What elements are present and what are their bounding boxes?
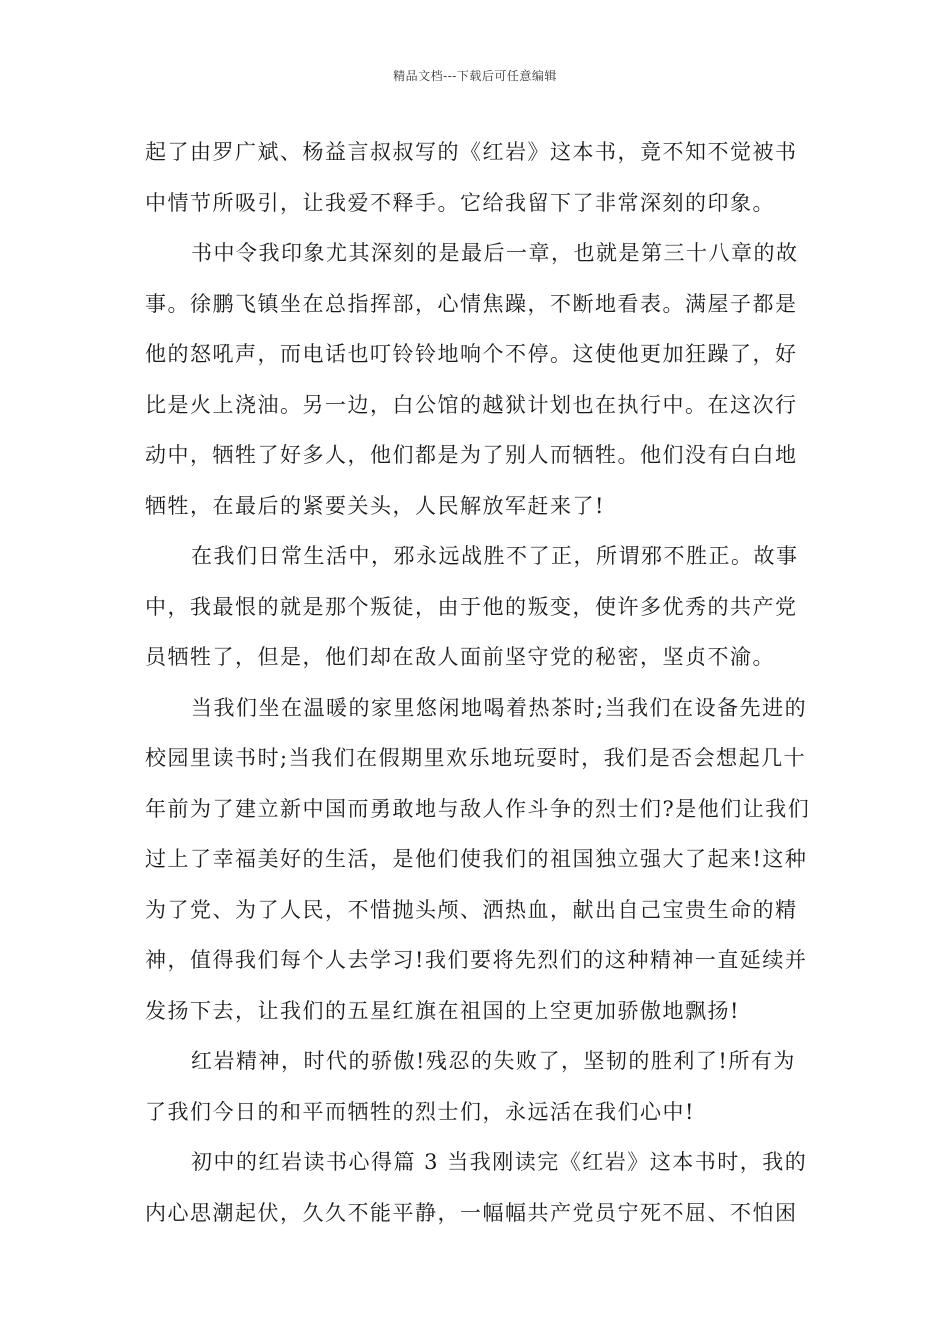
text-line: 事。徐鹏飞镇坐在总指挥部，心情焦躁，不断地看表。满屋子都是 xyxy=(145,291,798,316)
document-body xyxy=(145,127,810,1238)
text-line: 年前为了建立新中国而勇敢地与敌人作斗争的烈士们?是他们让我们 xyxy=(145,796,811,821)
paragraph xyxy=(145,127,810,228)
text-line: 中情节所吸引，让我爱不释手。它给我留下了非常深刻的印象。 xyxy=(145,190,775,215)
text-line: 他的怒吼声，而电话也叮铃铃地响个不停。这使他更加狂躁了，好 xyxy=(145,342,798,366)
text-line: 发扬下去，让我们的五星红旗在祖国的上空更加骄傲地飘扬! xyxy=(145,998,740,1023)
text-line: 书中令我印象尤其深刻的是最后一章，也就是第三十八章的故 xyxy=(191,241,799,265)
text-line: 为了党、为了人民，不惜抛头颅、洒热血，献出自己宝贵生命的精 xyxy=(145,897,798,922)
paragraph xyxy=(145,531,810,683)
text-line: 初中的红岩读书心得篇 3 当我刚读完《红岩》这本书时，我的 xyxy=(191,1150,808,1174)
text-line: 在我们日常生活中，邪永远战胜不了正，所谓邪不胜正。故事 xyxy=(191,544,799,568)
page-header: 精品文档---下载后可任意编辑 xyxy=(393,69,557,83)
text-line: 比是火上浇油。另一边，白公馆的越狱计划也在执行中。在这次行 xyxy=(145,392,798,417)
text-line: 神，值得我们每个人去学习!我们要将先烈们的这种精神一直延续并 xyxy=(145,948,808,972)
paragraph xyxy=(145,228,810,531)
text-line: 校园里读书时;当我们在假期里欢乐地玩耍时，我们是否会想起几十 xyxy=(145,746,807,770)
text-line: 起了由罗广斌、杨益言叔叔写的《红岩》这本书，竟不知不觉被书 xyxy=(145,140,798,164)
text-line: 内心思潮起伏，久久不能平静，一幅幅共产党员宁死不屈、不怕困 xyxy=(145,1200,798,1225)
text-line: 牺牲，在最后的紧要关头，人民解放军赶来了! xyxy=(145,493,605,518)
text-line: 动中，牺牲了好多人，他们都是为了别人而牺牲。他们没有白白地 xyxy=(145,443,798,467)
text-line: 过上了幸福美好的生活，是他们使我们的祖国独立强大了起来!这种 xyxy=(145,847,808,871)
paragraph xyxy=(145,1137,810,1238)
text-line: 当我们坐在温暖的家里悠闲地喝着热茶时;当我们在设备先进的 xyxy=(191,695,808,720)
text-line: 红岩精神，时代的骄傲!残忍的失败了，坚韧的胜利了!所有为 xyxy=(191,1049,796,1073)
text-line: 了我们今日的和平而牺牲的烈士们，永远活在我们心中! xyxy=(145,1099,695,1124)
text-line: 员牺牲了，但是，他们却在敌人面前坚守党的秘密，坚贞不渝。 xyxy=(145,645,775,669)
text-line: 中，我最恨的就是那个叛徒，由于他的叛变，使许多优秀的共产党 xyxy=(145,594,798,619)
paragraph xyxy=(145,1036,810,1137)
paragraph xyxy=(145,683,810,1037)
